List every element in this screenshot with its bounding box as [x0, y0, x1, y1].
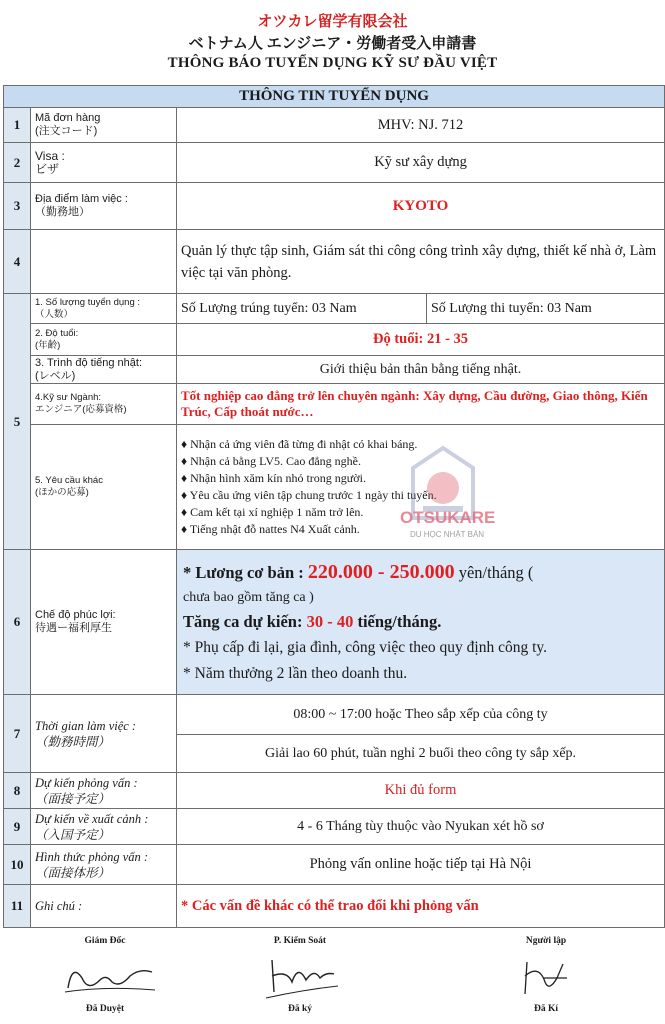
- row-number: 6: [4, 550, 31, 695]
- signature-maker-title: Người lập: [525, 936, 567, 946]
- row-label: 1. Số lượng tuyển dụng : （人数）: [31, 294, 177, 324]
- quantity-exam-value: Số Lượng thi tuyển: 03 Nam: [427, 294, 665, 324]
- recruitment-table: [3, 85, 665, 928]
- row-label: Visa : ビザ: [31, 143, 177, 183]
- row-number: 8: [4, 773, 31, 809]
- signature-maker-status: Đã Kí: [533, 1004, 558, 1014]
- row-number: 3: [4, 183, 31, 230]
- row-label: Thời gian làm việc : （勤務時間）: [31, 695, 177, 773]
- table-row: [4, 845, 665, 885]
- row-label: 3. Trình độ tiếng nhật: (レベル): [31, 356, 177, 384]
- overtime-line: Tăng ca dự kiến: 30 - 40 tiếng/tháng.: [183, 611, 442, 631]
- row-number: 7: [4, 695, 31, 773]
- row-label: Mã đơn hàng (注文コード): [31, 108, 177, 143]
- director-signature-icon: [60, 958, 160, 998]
- maker-signature-icon: [515, 956, 575, 1000]
- bonus-line: * Năm thưởng 2 lần theo doanh thu.: [183, 664, 408, 682]
- table-row: [4, 143, 665, 183]
- allowance-line: * Phụ cấp đi lại, gia đình, công việc theo quy định công ty.: [183, 638, 548, 656]
- departure-schedule-value: 4 - 6 Tháng tùy thuộc vào Nyukan xét hồ sơ: [177, 809, 665, 845]
- japanese-level-value: Giới thiệu bản thân bằng tiếng nhật.: [177, 356, 665, 384]
- row-number: 11: [4, 885, 31, 928]
- list-item: ♦ Nhận cả bằng LV5. Cao đẳng nghề.: [181, 454, 361, 468]
- watermark-brand: OTSUKARE: [400, 508, 496, 527]
- row-label: Hình thức phỏng vấn : （面接体形）: [31, 845, 177, 885]
- control-signature-icon: [262, 952, 342, 1002]
- row-label: 5. Yêu cầu khác (ほかの応募): [31, 425, 177, 550]
- row-number: 5: [4, 294, 31, 550]
- row-label: Địa điểm làm việc : （勤務地）: [31, 183, 177, 230]
- document-title: THÔNG BÁO TUYỂN DỤNG KỸ SƯ ĐẦU VIỆT: [167, 55, 498, 71]
- row-label: 2. Độ tuổi: (年齢): [31, 324, 177, 356]
- row-label: Dự kiến phỏng vấn : （面接予定）: [31, 773, 177, 809]
- list-item: ♦ Yêu cầu ứng viên tập chung trước 1 ngày thi tuyển.: [181, 488, 437, 502]
- table-row: [4, 550, 665, 695]
- table-row: [4, 230, 665, 294]
- signature-director-title: Giám Đốc: [84, 936, 126, 946]
- row-label: [31, 230, 177, 294]
- quantity-passed-value: Số Lượng trúng tuyển: 03 Nam: [177, 294, 427, 324]
- table-row: [4, 324, 665, 356]
- age-value: Độ tuổi: 21 - 35: [177, 324, 665, 356]
- row-number: 4: [4, 230, 31, 294]
- interview-schedule-value: Khi đủ form: [177, 773, 665, 809]
- list-item: ♦ Tiếng nhật đỗ nattes N4 Xuất cảnh.: [181, 522, 360, 536]
- notes-value: * Các vấn đề khác có thể trao đổi khi phỏng vấn: [177, 885, 665, 928]
- signature-control-status: Đã ký: [287, 1004, 313, 1014]
- row-label: Ghi chú :: [31, 885, 177, 928]
- salary-line: * Lương cơ bản : 220.000 - 250.000 yên/tháng (: [183, 560, 534, 583]
- table-row: [4, 183, 665, 230]
- list-item: ♦ Nhận hình xăm kín nhỏ trong người.: [181, 471, 366, 485]
- work-location-value: KYOTO: [177, 183, 665, 230]
- table-row: [4, 294, 665, 324]
- working-hours-value: 08:00 ~ 17:00 hoặc Theo sắp xếp của công ty: [177, 695, 665, 735]
- row-label: Chế độ phúc lợi: 待遇ー福利厚生: [31, 550, 177, 695]
- document-subtitle: ベトナム人 エンジニア・労働者受入申請書: [188, 36, 477, 52]
- row-number: 1: [4, 108, 31, 143]
- watermark-sub: DU HỌC NHẬT BẢN: [410, 530, 485, 539]
- table-row: [4, 384, 665, 425]
- salary-note: chưa bao gồm tăng ca ): [183, 589, 314, 605]
- table-row: [4, 773, 665, 809]
- company-name: オツカレ留学有限会社: [257, 14, 408, 30]
- table-row: [4, 809, 665, 845]
- table-row: [4, 108, 665, 143]
- row-label: Dự kiến về xuất cảnh : （入国予定）: [31, 809, 177, 845]
- table-row: [4, 695, 665, 735]
- list-item: ♦ Nhận cả ứng viên đã từng đi nhật có khai báng.: [181, 437, 418, 451]
- row-number: 2: [4, 143, 31, 183]
- visa-value: Kỹ sư xây dựng: [177, 143, 665, 183]
- row-number: 10: [4, 845, 31, 885]
- signature-director-status: Đã Duyệt: [85, 1004, 125, 1014]
- row-number: 9: [4, 809, 31, 845]
- order-code-value: MHV: NJ. 712: [177, 108, 665, 143]
- table-row: [4, 885, 665, 928]
- table-title: THÔNG TIN TUYỂN DỤNG: [4, 86, 665, 108]
- break-time-value: Giải lao 60 phút, tuần nghỉ 2 buổi theo công ty sắp xếp.: [177, 735, 665, 773]
- row-label: 4.Kỹ sư Ngành: エンジニア(応募資格): [31, 384, 177, 425]
- engineer-major-value: Tốt nghiệp cao đẳng trở lên chuyên ngành: Xây dựng, Cầu đường, Giao thông, Kiến Trúc, Cấp thoát nước…: [177, 384, 665, 425]
- benefits-cell: [177, 550, 665, 695]
- signature-control-title: P. Kiểm Soát: [273, 936, 327, 946]
- table-row: [4, 356, 665, 384]
- job-description-value: Quản lý thực tập sinh, Giám sát thi công công trình xây dựng, thiết kế nhà ở, Làm việc tại văn phòng.: [177, 230, 665, 294]
- list-item: ♦ Cam kết tại xí nghiệp 1 năm trở lên.: [181, 505, 364, 519]
- table-row: [4, 425, 665, 550]
- interview-format-value: Phỏng vấn online hoặc tiếp tại Hà Nội: [177, 845, 665, 885]
